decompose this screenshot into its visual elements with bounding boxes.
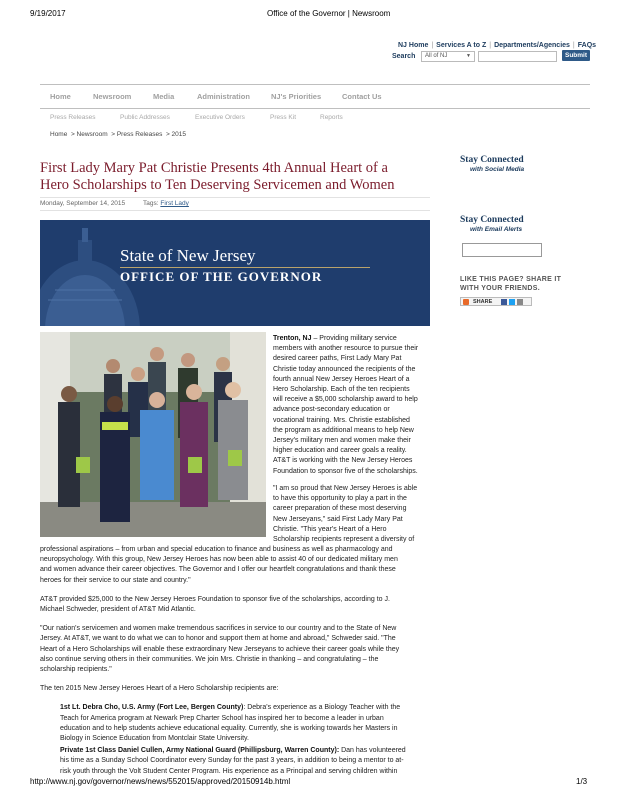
subnav-press-releases[interactable]: Press Releases (50, 114, 96, 121)
main-nav (50, 92, 590, 102)
tag-first-lady[interactable]: First Lady (160, 200, 189, 207)
nav-media[interactable]: Media (153, 92, 175, 101)
submit-button[interactable]: Submit (562, 50, 590, 61)
banner-state: State of New Jersey (120, 246, 256, 265)
print-title: Office of the Governor | Newsroom (267, 9, 391, 18)
article-body: professional aspirations – from urban and special education to finance and business as well as pharmacology and neuropsychology. With this group, New Jersey Heroes has now been able to assist 40 of our dedicated military men and women advance their career objectives. The Governor and I offer our heartfelt congratulations and thank these heroes for their service to our state and country." AT&T provided $25,000 to the New Jersey Heroes Foundation to sponsor five of the scholarships, according to J. Michael Schweder, president of AT&T Mid Atlantic. "Our nation's servicemen and women make tremendous sacrifices in service to our country and to the State of New Jersey. At AT&T, we want to do what we can to honor and support them at home and abroad," Schweder said. "The Heart of a Hero Scholarships will enable these extraordinary New Jerseyans to achieve their career goals while they also continue serving others in their communities. We join Mrs. Christie in thanking – and congratulating – the scholarship recipients." The ten 2015 New Jersey Heroes Heart of a Hero Scholarship recipients are: 1st Lt. Debra Cho, U.S. Army (Fort Lee, Bergen County): Debra's experience as a Biology Teacher with the Teach for America program at Newark Prep Charter School has inspired her to become a leader in urban education and to help students achieve educational equality. Currently, she is working towards her Masters in Biology in Science Education from Montclair State University. Private 1st Class Daniel Cullen, Army National Guard (Phillipsburg, Warren County): Dan has volunteered his time as a Sunday School Coordinator every Sunday for the past 3 years, in addition to being a mentor to at- risk youth through the Volt Student Center Program. His experience as a Principal and serving children within (40, 546, 406, 775)
tags-label: Tags: (143, 200, 159, 207)
headline-line-2: Hero Scholarships to Ten Deserving Servicemen and Women (40, 177, 395, 193)
governor-banner (40, 220, 430, 326)
nav-newsroom[interactable]: Newsroom (93, 92, 132, 101)
facebook-icon (501, 299, 507, 305)
nav-administration[interactable]: Administration (197, 92, 250, 101)
headline-rule (40, 197, 430, 198)
breadcrumb: Home > Newsroom > Press Releases > 2015 (50, 131, 187, 138)
dateline: Trenton, NJ (273, 335, 312, 342)
sub-nav (50, 114, 590, 124)
social-title: Stay Connected (460, 155, 524, 165)
subnav-public-addresses[interactable]: Public Addresses (120, 114, 170, 121)
banner-office: OFFICE OF THE GOVERNOR (120, 269, 323, 284)
recipient-name: Private 1st Class Daniel Cullen, Army National Guard (Phillipsburg, Warren County): (60, 747, 340, 755)
recipient-name: 1st Lt. Debra Cho, U.S. Army (Fort Lee, Bergen County) (60, 704, 244, 712)
article-photo (40, 332, 266, 537)
nav-priorities[interactable]: NJ's Priorities (271, 92, 322, 101)
search-input[interactable] (478, 51, 557, 62)
meta-rule (40, 210, 430, 211)
share-icon (463, 299, 469, 305)
share-button[interactable]: SHARE (460, 297, 532, 306)
nav-home[interactable]: Home (50, 92, 71, 101)
departments-link[interactable]: Departments/Agencies (494, 42, 570, 49)
subnav-executive-orders[interactable]: Executive Orders (195, 114, 245, 121)
print-url: http://www.nj.gov/governor/news/news/552015/approved/20150914b.html (30, 777, 291, 786)
nav-top-rule (40, 84, 590, 85)
article-tags (143, 200, 189, 207)
chevron-down-icon: ▼ (466, 53, 471, 59)
page-title (40, 160, 394, 194)
social-subtitle[interactable]: with Social Media (470, 166, 525, 173)
email-icon (517, 299, 523, 305)
quote-paragraph-start: "I am so proud that New Jersey Heroes is able to have this opportunity to play a part in the career preparation of these most deserving New Jerseyans," said First Lady Mary Pat Christie. "This year's Heart of a Hero Scholarship recipients represent a diversity of (273, 485, 418, 544)
nav-contact[interactable]: Contact Us (342, 92, 382, 101)
utility-links: NJ Home | Services A to Z | Departments/Agencies | FAQs (398, 42, 597, 49)
banner-divider (120, 267, 370, 268)
faqs-link[interactable]: FAQs (577, 42, 597, 49)
email-title: Stay Connected (460, 215, 524, 225)
subnav-reports[interactable]: Reports (320, 114, 343, 121)
print-date: 9/19/2017 (30, 9, 66, 18)
headline-line-1: First Lady Mary Pat Christie Presents 4th Annual Heart of a (40, 160, 388, 176)
nav-bottom-rule (40, 108, 590, 109)
search-scope-value: All of NJ (425, 53, 448, 59)
search-scope-select[interactable] (421, 51, 475, 62)
email-subtitle: with Email Alerts (470, 226, 523, 233)
services-link[interactable]: Services A to Z (436, 42, 487, 49)
search-label: Search (392, 53, 416, 60)
intro-paragraph: Trenton, NJ – Providing military service members with another resource to pursue their desired career paths, First Lady Mary Pat Christie today announced the recipients of the fourth annual New Jersey Heroes Heart of a Hero Scholarship. Each of the ten recipients will receive a $5,000 scholarship award to help advance post-secondary education or vocational training. Mrs. Christie established the program as additional means to help New Jersey's military men and women make their higher education and career goals a reality. AT&T is working with the New Jersey Heroes Foundation to sponsor five of the scholarships. (273, 335, 419, 475)
share-prompt: LIKE THIS PAGE? SHARE IT WITH YOUR FRIENDS. (460, 276, 562, 292)
article-date: Monday, September 14, 2015 (40, 200, 126, 207)
email-field[interactable] (462, 243, 542, 257)
print-page: 1/3 (576, 777, 588, 786)
twitter-icon (509, 299, 515, 305)
nj-home-link[interactable]: NJ Home (398, 42, 429, 49)
subnav-press-kit[interactable]: Press Kit (270, 114, 297, 121)
